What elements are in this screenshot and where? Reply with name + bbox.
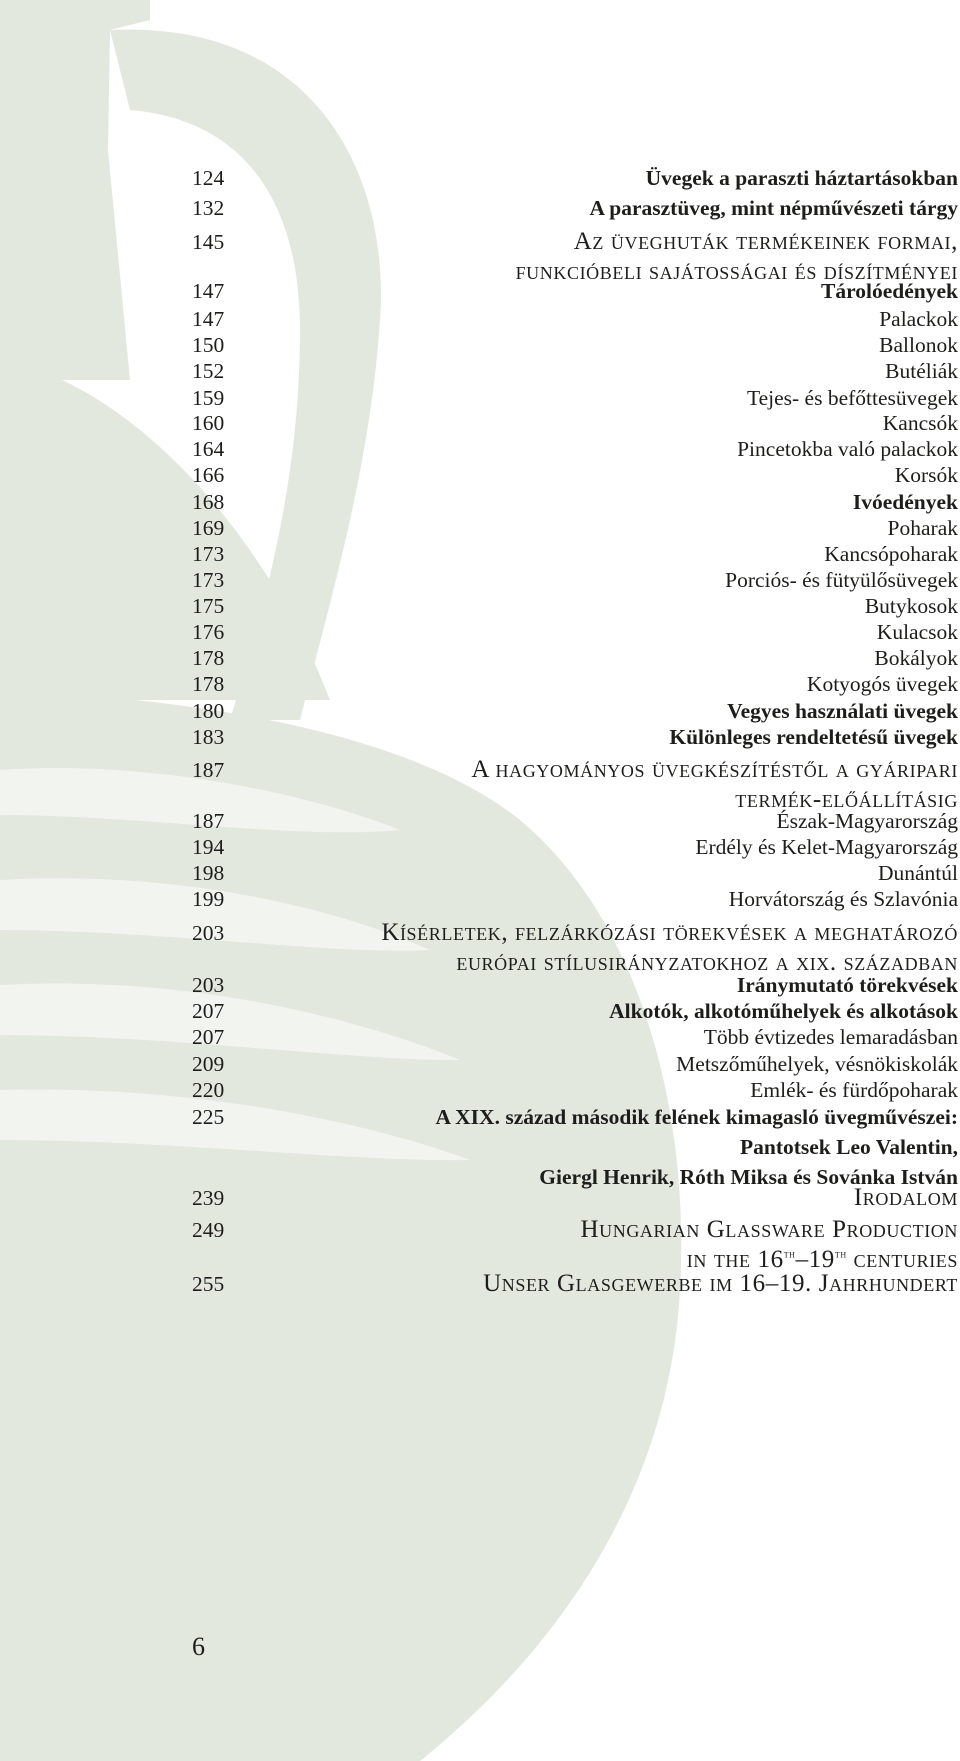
toc-title-line: Üvegek a paraszti háztartásokban	[645, 166, 958, 190]
toc-page-number: 187	[192, 758, 225, 782]
toc-page-number: 249	[192, 1218, 225, 1242]
toc-title-line: Iránymutató törekvések	[736, 973, 958, 997]
toc-title-line: Tárolóedények	[821, 279, 958, 303]
toc-title-line: Észak-Magyarország	[776, 809, 958, 833]
toc-title-line: Pantotsek Leo Valentin,	[739, 1135, 958, 1159]
toc-page-number: 207	[192, 999, 225, 1023]
toc-title-line: Horvátország és Szlavónia	[728, 887, 958, 911]
toc-title-line: Kancsók	[882, 411, 958, 435]
toc-title-line: A XIX. század második felének kimagasló üvegművészei:	[435, 1105, 958, 1129]
toc-title-line: Emlék- és fürdőpoharak	[750, 1078, 958, 1102]
toc-entry	[192, 356, 958, 386]
toc-title-line: funkcióbeli sajátosságai és díszítményei	[515, 258, 958, 285]
toc-title-line: Pincetokba való palackok	[737, 437, 958, 461]
toc-title	[252, 1183, 958, 1213]
toc-title	[252, 1022, 958, 1052]
toc-title-line: Butéliák	[885, 359, 958, 383]
toc-page-number: 150	[192, 333, 225, 357]
toc-title-line: Unser Glasgewerbe im 16–19. Jahrhundert	[483, 1270, 958, 1297]
toc-title-line: A parasztüveg, mint népművészeti tárgy	[589, 196, 958, 220]
toc-title	[252, 276, 958, 306]
toc-page-number: 178	[192, 646, 225, 670]
toc-title	[252, 163, 958, 193]
toc-page-number: 207	[192, 1025, 225, 1049]
toc-entry	[192, 193, 958, 223]
toc-entry	[192, 754, 958, 813]
toc-page-number: 176	[192, 620, 225, 644]
toc-page-number: 203	[192, 973, 225, 997]
toc-page-number: 173	[192, 542, 225, 566]
toc-entry	[192, 722, 958, 752]
toc-page-number: 147	[192, 307, 225, 331]
toc-title	[252, 1102, 958, 1192]
toc-entry	[192, 669, 958, 699]
toc-title-line: Irodalom	[853, 1184, 958, 1211]
toc-entry	[192, 276, 958, 306]
toc-entry	[192, 884, 958, 914]
toc-page-number: 147	[192, 279, 225, 303]
toc-entry	[192, 226, 958, 285]
toc-entry	[192, 1075, 958, 1105]
toc-entry	[192, 163, 958, 193]
toc-title	[252, 918, 958, 978]
toc-title-line: Kulacsok	[876, 620, 958, 644]
toc-page-number: 209	[192, 1052, 225, 1076]
toc-page-number: 169	[192, 516, 225, 540]
toc-title-line: Poharak	[887, 516, 958, 540]
toc-title-line: Erdély és Kelet-Magyarország	[695, 835, 958, 859]
toc-page-number: 255	[192, 1272, 225, 1296]
toc-title-line: Különleges rendeltetésű üvegek	[669, 725, 958, 749]
toc-title	[252, 669, 958, 699]
toc-title	[252, 193, 958, 223]
toc-title-line: Korsók	[894, 463, 958, 487]
toc-title-line: Butykosok	[864, 594, 958, 618]
toc-title	[252, 722, 958, 752]
toc-page-number: 239	[192, 1186, 225, 1210]
toc-title-line: Porciós- és fütyülősüvegek	[725, 568, 958, 592]
toc-title-line: Tejes- és befőttesüvegek	[746, 386, 958, 410]
toc-title-line: Ballonok	[879, 333, 958, 357]
toc-title-line: Alkotók, alkotóműhelyek és alkotások	[609, 999, 958, 1023]
toc-page-number: 225	[192, 1105, 225, 1129]
toc-title-line: in the 16th–19th centuries	[686, 1246, 958, 1273]
toc-entry	[192, 460, 958, 490]
toc-page-number: 124	[192, 166, 225, 190]
toc-page-number: 198	[192, 861, 225, 885]
toc-page-number: 178	[192, 672, 225, 696]
toc-page-number: 180	[192, 699, 225, 723]
toc-title-line: A hagyományos üvegkészítéstől a gyáripari	[471, 756, 958, 783]
toc-page-number: 187	[192, 809, 225, 833]
toc-page-number: 175	[192, 594, 225, 618]
toc-title-line: Kotyogós üvegek	[806, 672, 958, 696]
toc-page-number: 166	[192, 463, 225, 487]
toc-page-number: 203	[192, 921, 225, 945]
toc-title-line: Vegyes használati üvegek	[727, 699, 958, 723]
toc-title-line: Ivóedények	[852, 490, 958, 514]
toc-title	[252, 1075, 958, 1105]
toc-title-line: Kancsópoharak	[824, 542, 958, 566]
page-number: 6	[192, 1632, 205, 1661]
toc-title-line: Bokályok	[874, 646, 958, 670]
toc-title-line: Palackok	[879, 307, 958, 331]
toc-page-number: 199	[192, 887, 225, 911]
toc-title	[252, 356, 958, 386]
toc-title-line: európai stílusirányzatokhoz a xix. században	[456, 949, 958, 976]
toc-title	[252, 460, 958, 490]
toc-title-line: Hungarian Glassware Production	[580, 1216, 958, 1243]
toc-entry	[192, 1268, 958, 1300]
toc-entry	[192, 1102, 958, 1189]
toc-title	[252, 1269, 958, 1299]
toc-title-line: Giergl Henrik, Róth Miksa és Sovánka István	[539, 1165, 958, 1189]
toc-page-number: 194	[192, 835, 225, 859]
toc-page-number: 159	[192, 386, 225, 410]
toc-entry	[192, 1022, 958, 1052]
toc-entry	[192, 1214, 958, 1273]
toc-title	[252, 884, 958, 914]
toc-page-number: 160	[192, 411, 225, 435]
toc-page-number: 145	[192, 230, 225, 254]
toc-title-line: Dunántúl	[877, 861, 958, 885]
toc-title	[252, 1215, 958, 1275]
toc-page-number: 168	[192, 490, 225, 514]
toc-entry	[192, 1182, 958, 1214]
toc-title-line: termék-előállításig	[735, 786, 958, 813]
toc-page-number: 173	[192, 568, 225, 592]
toc-title-line: Több évtizedes lemaradásban	[703, 1025, 958, 1049]
toc-page-number: 183	[192, 725, 225, 749]
toc-title-line: Az üveghuták termékeinek formai,	[573, 228, 958, 255]
toc-title-line: Metszőműhelyek, vésnökiskolák	[676, 1052, 958, 1076]
toc-page-number: 152	[192, 359, 225, 383]
toc-page-number: 132	[192, 196, 225, 220]
toc-entry	[192, 917, 958, 976]
toc-title-line: Kísérletek, felzárkózási törekvések a meghatározó	[381, 919, 958, 946]
toc-page-number: 164	[192, 437, 225, 461]
toc-page-number: 220	[192, 1078, 225, 1102]
